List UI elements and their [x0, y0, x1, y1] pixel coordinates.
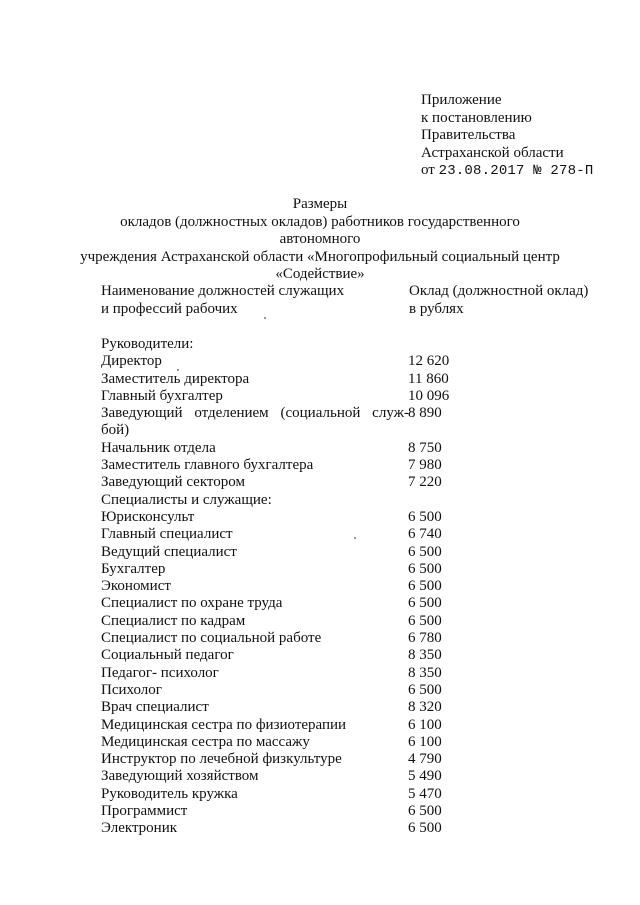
salary-value: 6 500 — [408, 612, 442, 629]
salary-table — [101, 336, 621, 838]
appendix-line: Приложение — [421, 92, 502, 108]
appendix-line: Правительства — [421, 127, 516, 143]
salary-value: 6 500 — [408, 508, 442, 525]
position-name: Электроник — [101, 820, 178, 837]
position-name-continuation: бой) — [101, 422, 130, 439]
table-row — [101, 734, 621, 751]
salary-value: 6 500 — [408, 560, 442, 577]
position-name: Заведующий отделением (социальной служ- — [101, 405, 409, 422]
position-name: Руководители: — [101, 336, 194, 352]
salary-value: 12 620 — [408, 353, 450, 370]
position-name: Медицинская сестра по физиотерапии — [101, 716, 347, 733]
position-name: Заместитель директора — [101, 370, 250, 387]
scan-speck — [264, 317, 266, 319]
table-row — [101, 544, 621, 561]
table-row — [101, 474, 621, 491]
table-row — [101, 630, 621, 647]
position-name: Руководитель кружка — [101, 785, 238, 802]
table-row — [101, 803, 621, 820]
appendix-date-number: 23.08.2017 № 278-П — [438, 163, 594, 179]
position-name: Специалист по охране труда — [101, 595, 283, 612]
salary-value: 6 500 — [408, 803, 442, 820]
salary-value: 7 220 — [408, 474, 442, 491]
table-row — [101, 561, 621, 578]
salary-value: 6 740 — [408, 526, 442, 543]
table-row — [101, 405, 621, 440]
column-header-salary — [409, 283, 588, 318]
position-name: Главный специалист — [101, 526, 233, 543]
table-row — [101, 336, 621, 353]
salary-value: 6 100 — [408, 716, 442, 733]
title-line: учреждения Астраханской области «Многопрофильный социальный центр — [80, 248, 560, 265]
appendix-block — [421, 92, 593, 181]
position-name: Врач специалист — [101, 699, 209, 716]
table-row — [101, 786, 621, 803]
position-name: Директор — [101, 353, 162, 370]
table-row — [101, 717, 621, 734]
table-row — [101, 371, 621, 388]
salary-value: 6 100 — [408, 733, 442, 750]
table-row — [101, 440, 621, 457]
salary-value: 6 500 — [408, 681, 442, 698]
position-name: Педагог- психолог — [101, 664, 219, 681]
table-row — [101, 751, 621, 768]
position-name: Главный бухгалтер — [101, 387, 223, 404]
table-row — [101, 578, 621, 595]
position-name: Юрисконсульт — [101, 508, 195, 525]
position-name: Специалист по кадрам — [101, 612, 246, 629]
title-line: окладов (должностных окладов) работников государственного автономного — [120, 213, 520, 247]
column-header-line: Оклад (должностной оклад) — [409, 283, 589, 299]
position-name: Заведующий сектором — [101, 474, 245, 491]
position-name: Программист — [101, 803, 188, 820]
salary-value: 4 790 — [408, 751, 442, 768]
salary-value: 8 890 — [408, 405, 442, 422]
position-name: Медицинская сестра по массажу — [101, 733, 310, 750]
position-name: Заведующий хозяйством — [101, 768, 259, 785]
salary-value: 6 500 — [408, 595, 442, 612]
table-row — [101, 492, 621, 509]
salary-value: 8 320 — [408, 699, 442, 716]
position-name: Социальный педагог — [101, 647, 234, 664]
salary-value: 8 350 — [408, 664, 442, 681]
table-row — [101, 613, 621, 630]
title-line: Размеры — [292, 196, 348, 212]
document-title — [80, 196, 560, 284]
position-name: Инструктор по лечебной физкультуре — [101, 751, 342, 768]
position-name: Специалисты и служащие: — [101, 491, 272, 508]
position-name: Ведущий специалист — [101, 543, 237, 560]
salary-value: 7 980 — [408, 457, 442, 474]
table-row — [101, 682, 621, 699]
position-name: Заместитель главного бухгалтера — [101, 457, 314, 474]
appendix-date-line — [421, 162, 593, 181]
salary-value: 11 860 — [408, 370, 449, 387]
table-row — [101, 526, 621, 543]
salary-value: 8 350 — [408, 647, 442, 664]
salary-value: 8 750 — [408, 439, 442, 456]
table-row — [101, 647, 621, 664]
column-header-line: в рублях — [409, 300, 464, 317]
table-row — [101, 768, 621, 785]
position-name: Специалист по социальной работе — [101, 630, 322, 647]
salary-value: 6 780 — [408, 630, 442, 647]
salary-value: 5 470 — [408, 785, 442, 802]
column-header-line: и профессий рабочих — [101, 300, 238, 317]
salary-value: 6 500 — [408, 543, 442, 560]
table-row — [101, 457, 621, 474]
column-header-line: Наименование должностей служащих — [101, 283, 345, 299]
position-name: Начальник отдела — [101, 439, 216, 456]
table-row — [101, 595, 621, 612]
column-header-position — [101, 283, 344, 318]
position-name: Психолог — [101, 681, 162, 698]
appendix-line: Астраханской области — [421, 144, 564, 161]
salary-value: 6 500 — [408, 578, 442, 595]
table-row — [101, 820, 621, 837]
table-row — [101, 388, 621, 405]
salary-value: 10 096 — [408, 387, 450, 404]
title-line: «Содействие» — [275, 266, 365, 282]
salary-value: 6 500 — [408, 820, 442, 837]
scan-speck — [177, 369, 179, 371]
appendix-date-prefix: от — [421, 162, 435, 178]
appendix-line: к постановлению — [421, 109, 532, 126]
table-row — [101, 665, 621, 682]
scan-speck — [354, 537, 356, 539]
table-row — [101, 353, 621, 370]
table-row — [101, 509, 621, 526]
table-row — [101, 699, 621, 716]
salary-value: 5 490 — [408, 768, 442, 785]
position-name: Бухгалтер — [101, 560, 166, 577]
position-name: Экономист — [101, 578, 171, 595]
